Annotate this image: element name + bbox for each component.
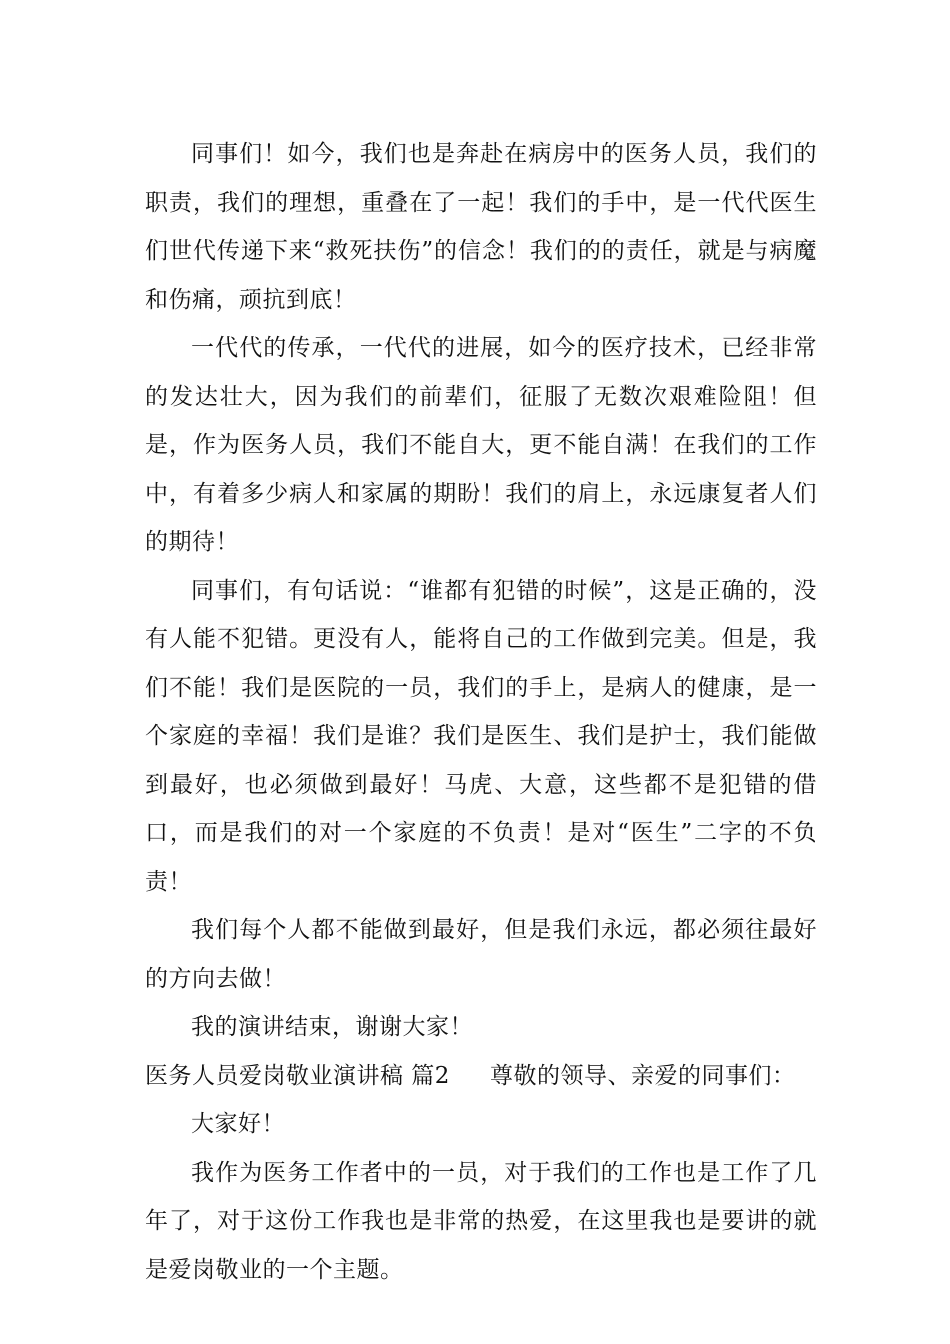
- paragraph-speech-end: 我的演讲结束，谢谢大家！: [191, 1014, 473, 1040]
- section-heading: 医务人员爱岗敬业演讲稿 篇2: [145, 1062, 450, 1089]
- paragraph-generations: 一代代的传承，一代代的进展，如今的医疗技术，已经非常的发达壮大，因为我们的前辈们，征服了无数次艰难险阻！但是，作为医务人员，我们不能自大，更不能自满！在我们的工作中，有着多少病人和家属的期盼！我们的肩上，永远康复者人们的期待！: [145, 335, 817, 555]
- section-heading-line: [145, 1052, 817, 1101]
- salutation: 尊敬的领导、亲爱的同事们：: [489, 1062, 796, 1089]
- paragraph-best-direction: 我们每个人都不能做到最好，但是我们永远，都必须往最好的方向去做！: [145, 917, 817, 992]
- paragraph-introduction: 我作为医务工作者中的一员，对于我们的工作也是工作了几年了，对于这份工作我也是非常的热爱，在这里我也是要讲的就是爱岗敬业的一个主题。: [145, 1159, 817, 1283]
- greeting: 大家好！: [191, 1111, 285, 1137]
- document-body: [145, 130, 817, 1294]
- paragraph-colleagues: 同事们！如今，我们也是奔赴在病房中的医务人员，我们的职责，我们的理想，重叠在了一起！我们的手中，是一代代医生们世代传递下来“救死扶伤”的信念！我们的的责任，就是与病魔和伤痛，顽抗到底！: [145, 141, 817, 313]
- paragraph-mistakes: 同事们，有句话说：“谁都有犯错的时候”，这是正确的，没有人能不犯错。更没有人，能将自己的工作做到完美。但是，我们不能！我们是医院的一员，我们的手上，是病人的健康，是一个家庭的幸福！我们是谁？我们是医生、我们是护士，我们能做到最好，也必须做到最好！马虎、大意，这些都不是犯错的借口，而是我们的对一个家庭的不负责！是对“医生”二字的不负责！: [145, 577, 817, 895]
